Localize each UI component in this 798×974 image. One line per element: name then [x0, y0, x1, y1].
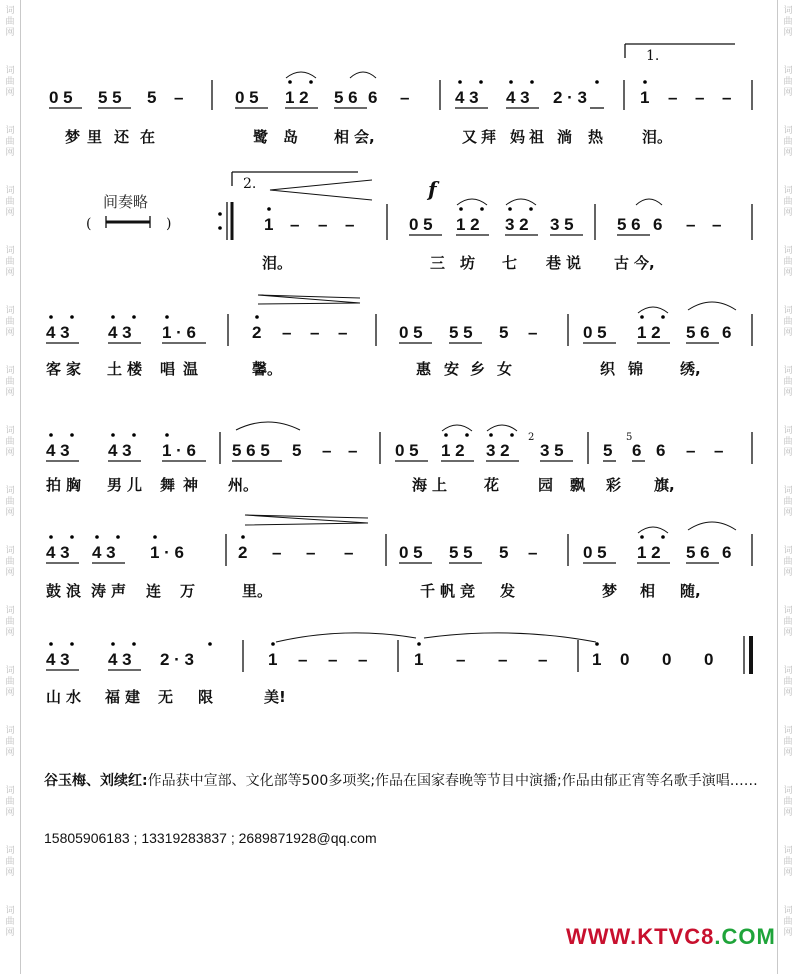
lyric: 园 — [538, 476, 554, 494]
note-group: 4 3 — [46, 323, 70, 342]
lyric: 还 — [114, 128, 130, 146]
lyric: 妈 — [510, 128, 526, 146]
note-group: 3 2 — [505, 215, 529, 234]
dash: – — [686, 441, 696, 460]
watermark-text: 词 曲 网 — [783, 666, 793, 698]
lyric: 惠 — [416, 360, 432, 378]
note-group: 0 5 — [583, 323, 607, 342]
note-group: 4 3 — [46, 543, 70, 562]
watermark-text: 词 曲 网 — [783, 66, 793, 98]
watermark-text: 词 曲 网 — [5, 906, 15, 938]
note: 1 — [414, 650, 424, 669]
lyric: 水 — [66, 688, 82, 706]
dynamic-forte: f — [428, 177, 437, 201]
watermark-text: 词 曲 网 — [5, 726, 15, 758]
lyric: 安 — [444, 360, 460, 378]
lyric: 热 — [588, 128, 604, 146]
note-group: 5 5 — [449, 543, 473, 562]
dash: – — [310, 323, 320, 342]
dash: – — [328, 650, 338, 669]
lyric: 淌 — [557, 128, 573, 146]
dash: – — [318, 215, 328, 234]
lyric: 说 — [566, 254, 582, 272]
note-group: 0 5 — [235, 88, 259, 107]
lyric: 绣, — [680, 360, 701, 378]
dash: – — [358, 650, 368, 669]
watermark-text: 词 曲 网 — [783, 6, 793, 38]
contact-info: 15805906183 ; 13319283837 ; 2689871928@qq.com — [44, 830, 377, 846]
lyric: 舞 — [160, 476, 176, 494]
lyric: 鹭 — [253, 128, 269, 146]
lyric: 旗, — [654, 476, 675, 494]
lyric: 客 — [46, 360, 62, 378]
note-group: 5 6 — [686, 323, 710, 342]
grace-note: 2 — [528, 432, 535, 443]
dash: – — [290, 215, 300, 234]
note: 5 — [292, 441, 302, 460]
dash: – — [695, 88, 705, 107]
lyric: 楼 — [127, 360, 143, 378]
note-group: 1 2 — [456, 215, 480, 234]
watermark-text: 词 曲 网 — [783, 126, 793, 158]
dash: – — [686, 215, 696, 234]
note-group: 1 2 — [637, 543, 661, 562]
lyric: 梦 — [602, 582, 618, 600]
watermark-text: 词 曲 网 — [5, 426, 15, 458]
watermark-text: 词 曲 网 — [5, 66, 15, 98]
lyric: 千 — [420, 582, 436, 600]
lyric: 竞 — [460, 582, 476, 600]
watermark-text: 词 曲 网 — [5, 186, 15, 218]
lyric: 声 — [111, 582, 127, 600]
lyric: 土 — [107, 360, 123, 378]
lyric: 胸 — [66, 476, 82, 494]
dash: – — [306, 543, 316, 562]
note-group: 0 5 — [49, 88, 73, 107]
watermark-text: 词 曲 网 — [5, 606, 15, 638]
dash: – — [722, 88, 732, 107]
note-group: 2 · 3 — [553, 88, 588, 107]
note-group: 5 6 — [686, 543, 710, 562]
watermark-text: 词 曲 网 — [5, 786, 15, 818]
credit-authors: 谷玉梅、刘续红: — [44, 773, 148, 789]
lyric: 梦 — [65, 128, 81, 146]
note: 6 — [368, 88, 378, 107]
note-group: 4 3 — [108, 650, 132, 669]
watermark-text: 词 曲 网 — [783, 606, 793, 638]
dash: – — [456, 650, 466, 669]
lyric: 山 — [46, 688, 62, 706]
note: 5 — [603, 441, 613, 460]
lyric: 家 — [66, 360, 82, 378]
interlude-open: ( — [86, 216, 92, 232]
note: 6 — [722, 543, 732, 562]
note: 5 — [147, 88, 157, 107]
watermark-text: 词 曲 网 — [5, 126, 15, 158]
note-group: 3 5 — [540, 441, 564, 460]
lyric: 三 — [430, 254, 446, 272]
lyric: 里。 — [242, 582, 273, 600]
note-group: 1 2 — [441, 441, 465, 460]
note-group: 2 · 3 — [160, 650, 195, 669]
note-group: 3 2 — [486, 441, 510, 460]
lyric: 鼓 — [46, 582, 62, 600]
dash: – — [528, 323, 538, 342]
lyric: 帆 — [440, 582, 456, 600]
lyric: 相 — [640, 582, 656, 600]
lyric: 飘 — [570, 476, 586, 494]
lyric: 泪。 — [642, 128, 673, 146]
note-group: 1 · 6 — [162, 323, 197, 342]
dash: – — [272, 543, 282, 562]
dash: – — [348, 441, 358, 460]
watermark-text: 词 曲 网 — [783, 786, 793, 818]
lyric: 州。 — [228, 476, 259, 494]
note: 1 — [592, 650, 602, 669]
watermark-text: 词 曲 网 — [783, 486, 793, 518]
lyric: 又 — [462, 128, 478, 146]
credit-paragraph — [44, 768, 764, 794]
brand-part-b: KTVC8 — [637, 924, 715, 949]
lyric: 建 — [125, 688, 141, 706]
lyric: 温 — [183, 360, 199, 378]
note-group: 4 3 — [108, 441, 132, 460]
dash: – — [298, 650, 308, 669]
dash: – — [282, 323, 292, 342]
watermark-text: 词 曲 网 — [5, 246, 15, 278]
note-group: 1 · 6 — [162, 441, 197, 460]
dash: – — [322, 441, 332, 460]
dash: – — [528, 543, 538, 562]
credit-text: 作品获中宣部、文化部等500多项奖;作品在国家春晚等节目中演播;作品由郁正宵等名歌手演唱…… — [147, 773, 758, 789]
note: 6 — [656, 441, 666, 460]
volta-2-label: 2. — [243, 176, 257, 192]
watermark-text: 词 曲 网 — [5, 6, 15, 38]
note-group: 5 6 5 — [232, 441, 270, 460]
lyric: 拍 — [46, 476, 62, 494]
lyric: 随, — [680, 582, 701, 600]
note-group: 3 5 — [550, 215, 574, 234]
volta-1-label: 1. — [646, 48, 660, 64]
watermark-text: 词 曲 网 — [5, 306, 15, 338]
note: 5 — [499, 323, 509, 342]
lyric: 涛 — [91, 582, 107, 600]
lyric: 馨。 — [252, 360, 283, 378]
lyric: 织 — [600, 360, 616, 378]
site-brand-logo — [566, 924, 776, 950]
lyric: 相 — [334, 128, 350, 146]
grace-note: 5 — [626, 432, 633, 443]
lyric: 乡 — [470, 360, 486, 378]
note-group: 4 3 — [108, 323, 132, 342]
dash: – — [668, 88, 678, 107]
note: 6 — [722, 323, 732, 342]
watermark-text: 词 曲 网 — [5, 546, 15, 578]
lyric: 坊 — [460, 254, 476, 272]
note-group: 4 3 — [92, 543, 116, 562]
watermark-text: 词 曲 网 — [783, 366, 793, 398]
lyric: 儿 — [127, 476, 143, 494]
lyric: 泪。 — [262, 254, 293, 272]
watermark-text: 词 曲 网 — [5, 846, 15, 878]
note-group: 0 5 — [395, 441, 419, 460]
lyric: 古 — [614, 254, 630, 272]
note: 1 — [264, 215, 274, 234]
note-group: 0 5 — [409, 215, 433, 234]
lyric: 岛 — [283, 128, 299, 146]
note: 2 — [252, 323, 262, 342]
dash: – — [338, 323, 348, 342]
dash: – — [345, 215, 355, 234]
note-group: 0 5 — [399, 323, 423, 342]
lyric: 在 — [140, 128, 156, 146]
interlude-label: 间奏略 — [103, 193, 149, 211]
lyric: 会, — [354, 128, 375, 146]
lyric: 今, — [634, 254, 655, 272]
note-group: 5 5 — [98, 88, 122, 107]
brand-part-a: WWW. — [566, 924, 638, 949]
watermark-text: 词 曲 网 — [783, 546, 793, 578]
lyric: 女 — [497, 360, 513, 378]
brand-part-c: .COM — [714, 924, 776, 949]
note-group: 4 3 — [46, 441, 70, 460]
note: 5 — [499, 543, 509, 562]
note: 6 — [632, 441, 642, 460]
note-group: 4 3 — [46, 650, 70, 669]
rest: 0 — [704, 650, 714, 669]
note: 2 — [238, 543, 248, 562]
lyric: 彩 — [606, 476, 622, 494]
dash: – — [714, 441, 724, 460]
note-group: 4 3 — [455, 88, 479, 107]
lyric: 巷 — [546, 254, 562, 272]
watermark-text: 词 曲 网 — [783, 306, 793, 338]
interlude-close: ) — [166, 216, 172, 232]
lyric: 男 — [107, 476, 123, 494]
note-group: 1 2 — [637, 323, 661, 342]
lyric: 海 — [412, 476, 428, 494]
watermark-text: 词 曲 网 — [783, 186, 793, 218]
note-group: 1 · 6 — [150, 543, 185, 562]
dash: – — [344, 543, 354, 562]
rest: 0 — [620, 650, 630, 669]
note-group: 1 2 — [285, 88, 309, 107]
dash: – — [400, 88, 410, 107]
watermark-text: 词 曲 网 — [5, 666, 15, 698]
lyric: 福 — [105, 688, 121, 706]
note-group: 0 5 — [399, 543, 423, 562]
watermark-text: 词 曲 网 — [783, 846, 793, 878]
lyric: 唱 — [160, 360, 176, 378]
lyric: 万 — [180, 582, 196, 600]
note-group: 5 5 — [449, 323, 473, 342]
lyric: 里 — [87, 128, 103, 146]
lyric: 连 — [146, 582, 162, 600]
lyric: 发 — [500, 582, 516, 600]
dash: – — [498, 650, 508, 669]
watermark-text: 词 曲 网 — [5, 486, 15, 518]
note-group: 5 6 — [617, 215, 641, 234]
lyric: 锦 — [628, 360, 644, 378]
lyric: 神 — [183, 476, 199, 494]
note-group: 0 5 — [583, 543, 607, 562]
watermark-text: 词 曲 网 — [783, 246, 793, 278]
watermark-text: 词 曲 网 — [783, 426, 793, 458]
watermark-text: 词 曲 网 — [783, 726, 793, 758]
lyric: 祖 — [529, 128, 545, 146]
lyric: 七 — [502, 254, 518, 272]
watermark-text: 词 曲 网 — [783, 906, 793, 938]
note: 1 — [640, 88, 650, 107]
note: 6 — [653, 215, 663, 234]
lyric: 上 — [432, 476, 448, 494]
rest: 0 — [662, 650, 672, 669]
watermark-text: 词 曲 网 — [5, 366, 15, 398]
lyric: 限 — [198, 688, 214, 706]
lyric: 拜 — [481, 128, 497, 146]
note: 1 — [268, 650, 278, 669]
note-group: 5 6 — [334, 88, 358, 107]
lyric: 花 — [484, 476, 500, 494]
lyric: 浪 — [66, 582, 82, 600]
dash: – — [538, 650, 548, 669]
note-group: 4 3 — [506, 88, 530, 107]
dash: – — [712, 215, 722, 234]
lyric: 美! — [264, 688, 286, 706]
dash: – — [174, 88, 184, 107]
lyric: 无 — [158, 688, 174, 706]
